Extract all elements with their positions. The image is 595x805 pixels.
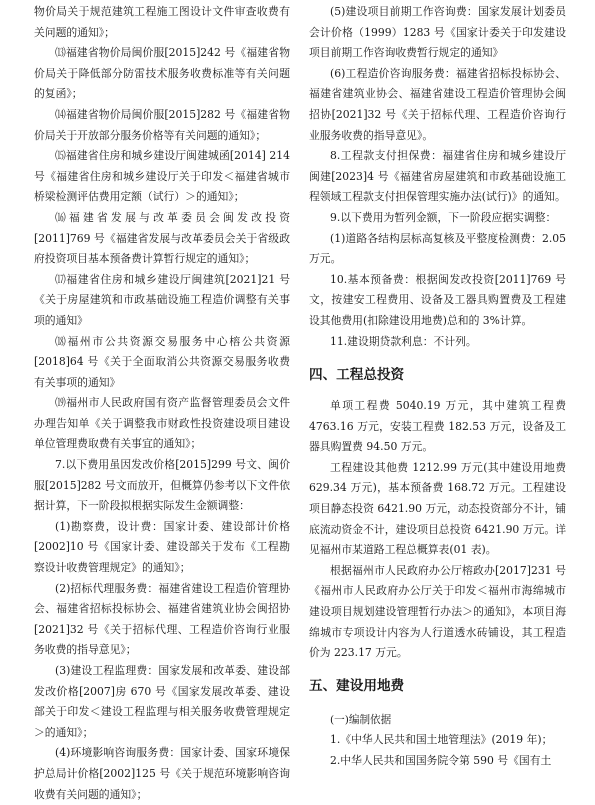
paragraph: 2.中华人民共和国国务院令第 590 号《国有土 — [330, 754, 552, 767]
paragraph: 根据福州市人民政府办公厅榕政办[2017]231 号《福州市人民政府办公厅关于印发＜福州市海绵城市建设项目规划建设管理暂行办法＞的通知》，本项目海绵城市专项设计内容为人行道透水砖铺设，其工程造价为 223.17 万元。 — [309, 563, 566, 660]
paragraph: 单项工程费 5040.19 万元，其中建筑工程费 4763.16 万元，安装工程费 182.53 万元，设备及工器具购置费 94.50 万元。 — [309, 399, 566, 454]
subsection-heading: (一)编制依据 — [330, 713, 392, 726]
right-column — [309, 2, 566, 772]
paragraph: 7.以下费用虽因发改价格[2015]299 号文、闽价服[2015]282 号文而放开，但概算仍参考以下文件依据计算，下一阶段拟根据实际发生金额调整： — [34, 458, 290, 513]
paragraph: 11.建设期贷款利息：不计列。 — [330, 334, 477, 348]
paragraph: ⒅福州市公共资源交易服务中心榕公共资源[2018]64 号《关于全面取消公共资源交易服务收费有关事项的通知》 — [34, 334, 290, 389]
paragraph: ⒆福州市人民政府国有资产监督管理委员会文件办理告知单《关于调整我市财政性投资建设项目建设单位管理费取费有关事宜的通知》； — [34, 396, 290, 451]
paragraph: (2)招标代理服务费：福建省建设工程造价管理协会、福建省招标投标协会、福建省建筑业协会闽招协[2021]32 号《关于招标代理、工程造价咨询行业服务收费的指导意见》； — [34, 581, 290, 657]
section-heading-land-cost: 五、建设用地费 — [309, 677, 405, 694]
paragraph: ⒁福建省物价局闽价服[2015]282 号《福建省物价局关于开放部分服务价格等有关问题的通知》； — [34, 107, 290, 142]
paragraph: (4)环境影响咨询服务费：国家计委、国家环境保护总局计价格[2002]125 号《关于规范环境影响咨询收费有关问题的通知》； — [34, 746, 290, 801]
paragraph: 10.基本预备费：根据闽发改投资[2011]769 号文，按建安工程费用、设备及工器具购置费及工程建设其他费用(扣除建设用地费)总和的 3%计算。 — [309, 272, 566, 327]
paragraph: (1)勘察费，设计费：国家计委、建设部计价格[2002]10 号《国家计委、建设部关于发布《工程勘察设计收费管理规定》的通知》； — [34, 519, 290, 575]
paragraph: ⒂福建省住房和城乡建设厅闽建城函[2014] 214 号《福建省住房和城乡建设厅关于印发＜福建省城市桥梁检测评估费用定额（试行）＞的通知》； — [34, 149, 290, 204]
paragraph: ⒃福建省发展与改革委员会闽发改投资[2011]769 号《福建省发展与改革委员会关于省级政府投资项目基本预备费计算暂行规定的通知》； — [34, 210, 290, 266]
section-heading-total-investment: 四、工程总投资 — [309, 367, 405, 384]
left-column — [34, 2, 290, 805]
paragraph: (5)建设项目前期工作咨询费：国家发展计划委员会计价格（1999）1283 号《国家计委关于印发建设项目前期工作咨询收费暂行规定的通知》 — [309, 5, 566, 60]
paragraph: ⒄福建省住房和城乡建设厅闽建筑[2021]21 号《关于房屋建筑和市政基础设施工程造价调整有关事项的通知》 — [34, 272, 290, 327]
paragraph: 9.以下费用为暂列金额，下一阶段应据实调整： — [330, 210, 557, 224]
paragraph: (1)道路各结构层标高复核及平整度检测费：2.05 万元。 — [309, 231, 566, 266]
paragraph: ⒀福建省物价局闽价服[2015]242 号《福建省物价局关于降低部分防雷技术服务收费标准等有关问题的复函》； — [34, 46, 290, 101]
paragraph: 工程建设其他费 1212.99 万元(其中建设用地费 629.34 万元)，基本预备费 168.72 万元。工程建设项目静态投资 6421.90 万元，动态投资部分不计，铺底流动资金不计，建设项目总投资 6421.90 万元。详见福州市某道路工程总概算表(01 表)。 — [309, 460, 566, 557]
paragraph: 8.工程款支付担保费：福建省住房和城乡建设厅闽建[2023]4 号《福建省房屋建筑和市政基础设施工程领域工程款支付担保管理实施办法(试行)》的通知。 — [309, 149, 566, 204]
paragraph: 1.《中华人民共和国土地管理法》(2019 年)； — [330, 733, 553, 747]
paragraph: 物价局关于规范建筑工程施工图设计文件审查收费有关问题的通知》； — [34, 5, 290, 39]
paragraph: (6)工程造价咨询服务费：福建省招标投标协会、福建省建筑业协会、福建省建设工程造价管理协会闽招协[2021]32 号《关于招标代理、工程造价咨询行业服务收费的指导意见》。 — [309, 66, 566, 142]
paragraph: (3)建设工程监理费：国家发展和改革委、建设部发改价格[2007]房 670 号《国家发展改革委、建设部关于印发＜建设工程监理与相关服务收费管理规定＞的通知》； — [34, 664, 290, 739]
